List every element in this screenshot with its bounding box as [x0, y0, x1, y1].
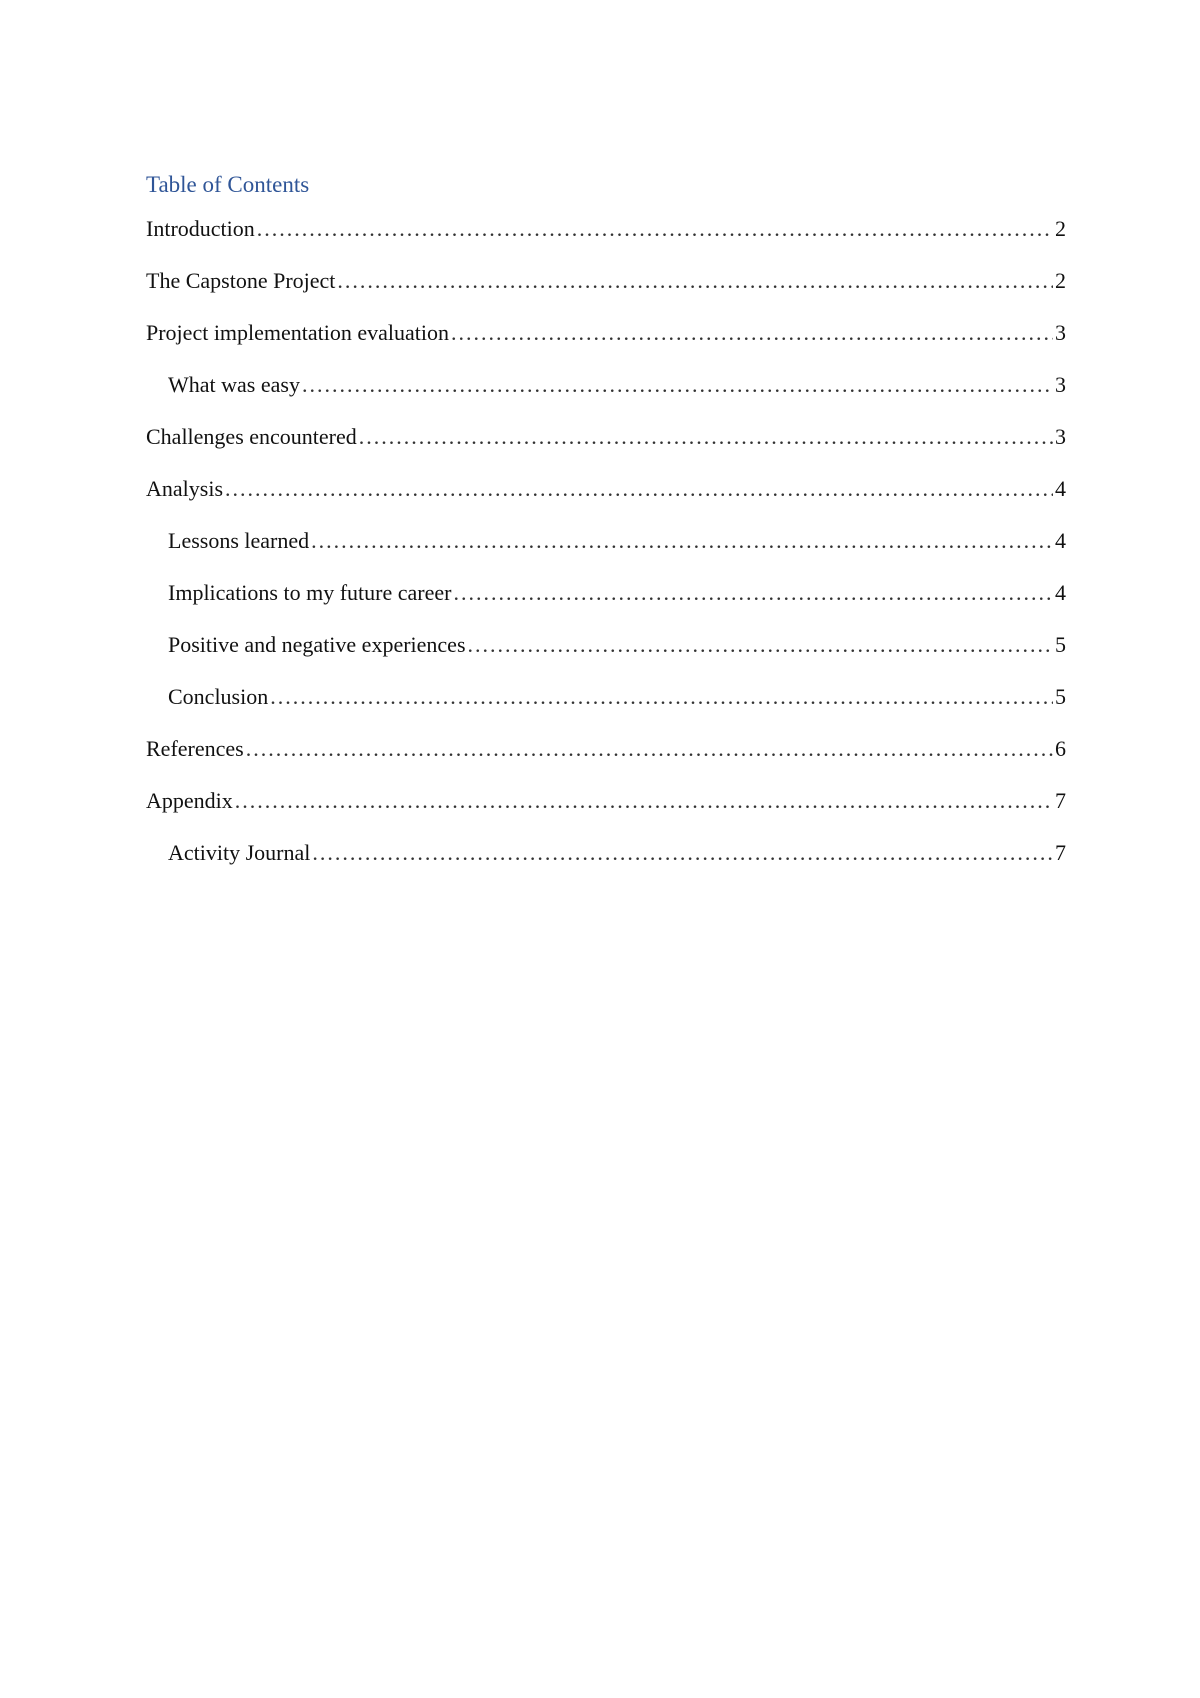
toc-entry-project-implementation-evaluation[interactable] [146, 316, 1066, 368]
toc-page-number: 3 [1055, 372, 1066, 397]
toc-page-number: 3 [1055, 424, 1066, 449]
table-of-contents [146, 168, 1066, 888]
toc-entry-title: Appendix [146, 788, 233, 813]
toc-entry-title: References [146, 736, 244, 761]
toc-list [146, 212, 1066, 888]
toc-entry-implications-future-career[interactable] [146, 576, 1066, 628]
toc-entry-title: Project implementation evaluation [146, 320, 450, 345]
toc-entry-title: The Capstone Project [146, 268, 336, 293]
toc-entry-what-was-easy[interactable] [146, 368, 1066, 420]
toc-dot-leader [468, 628, 1053, 662]
toc-dot-leader [225, 472, 1053, 506]
toc-page-number: 7 [1055, 840, 1066, 865]
toc-entry-positive-negative-experiences[interactable] [146, 628, 1066, 680]
toc-entry-title: Activity Journal [168, 840, 311, 865]
toc-entry-title: What was easy [168, 372, 300, 397]
toc-entry-conclusion[interactable] [146, 680, 1066, 732]
toc-page-number: 4 [1055, 528, 1066, 553]
toc-entry-challenges-encountered[interactable] [146, 420, 1066, 472]
toc-entry-introduction[interactable] [146, 212, 1066, 264]
toc-dot-leader [453, 576, 1053, 610]
toc-entry-title: Introduction [146, 216, 255, 241]
toc-page-number: 5 [1055, 684, 1066, 709]
toc-dot-leader [235, 784, 1053, 818]
toc-page-number: 4 [1055, 476, 1066, 501]
toc-heading: Table of Contents [146, 172, 310, 197]
toc-entry-lessons-learned[interactable] [146, 524, 1066, 576]
toc-page-number: 5 [1055, 632, 1066, 657]
toc-page-number: 7 [1055, 788, 1066, 813]
toc-entry-title: Analysis [146, 476, 223, 501]
toc-page-number: 4 [1055, 580, 1066, 605]
toc-entry-title: Conclusion [168, 684, 269, 709]
toc-entry-analysis[interactable] [146, 472, 1066, 524]
toc-entry-references[interactable] [146, 732, 1066, 784]
toc-entry-title: Positive and negative experiences [168, 632, 466, 657]
toc-page-number: 3 [1055, 320, 1066, 345]
toc-dot-leader [311, 524, 1053, 558]
toc-page-number: 6 [1055, 736, 1066, 761]
toc-dot-leader [312, 836, 1053, 870]
toc-page-number: 2 [1055, 268, 1066, 293]
toc-dot-leader [270, 680, 1053, 714]
toc-dot-leader [359, 420, 1053, 454]
toc-dot-leader [302, 368, 1053, 402]
toc-dot-leader [257, 212, 1053, 246]
toc-dot-leader [246, 732, 1053, 766]
toc-entry-title: Implications to my future career [168, 580, 452, 605]
toc-entry-title: Lessons learned [168, 528, 310, 553]
toc-entry-title: Challenges encountered [146, 424, 357, 449]
toc-entry-activity-journal[interactable] [146, 836, 1066, 888]
toc-dot-leader [337, 264, 1053, 298]
toc-entry-appendix[interactable] [146, 784, 1066, 836]
toc-page-number: 2 [1055, 216, 1066, 241]
toc-entry-capstone-project[interactable] [146, 264, 1066, 316]
toc-dot-leader [451, 316, 1053, 350]
